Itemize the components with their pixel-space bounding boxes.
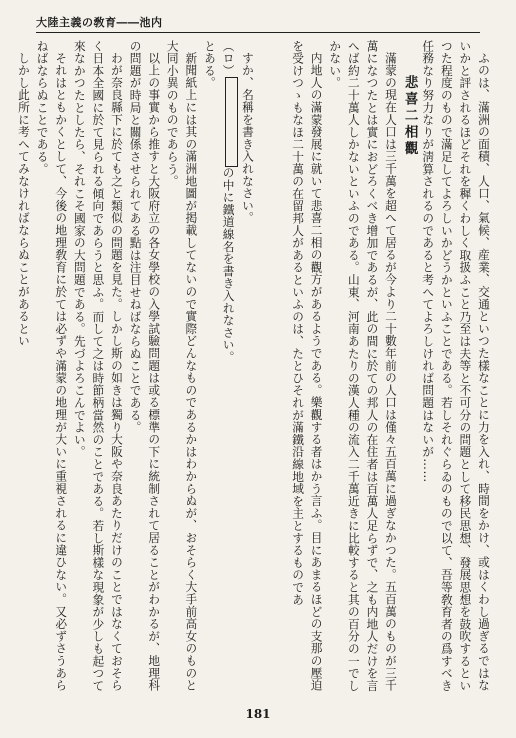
paragraph: 以上の事實から推すと大阪府立の各女學校の入學試驗問題は或る標準の下に統制されて居ることがわかるが、地理科の問題が時局と關係させられてある點は注目せねばならぬことである。 [128,40,162,692]
text-column-right [266,40,493,696]
paragraph: わが奈良縣下に於ても之と類似の問題を見た。しかし斯の如きは獨り大阪や奈良あたりだけのことではなくておそらく日本全國に於て見られる傾向であらうと思ふ。而して之は時節柄當然のことである。若し斯樣な現象が少しも起つて來なかつたとしたら、それこそ國家の大問題である。先づよろこんでよい。 [72,40,124,692]
paragraph: 滿蒙の現在人口は三千萬を超へて居るが今より二十數年前の人口は僅々五百萬に過ぎなかつた。五百萬のものが三千萬になつたとは實におどろくべき增加であるが、此の間に於ての邦人の在住者は百萬人足らずで、之も内地人だけを言へば約二十萬人しかないといふのである。山東、河南あたりの漢人種の流入二千萬近きに比較すると其の百分の一でしかない。 [328,40,399,692]
running-header-title: 大陸主義の敎育――池内 [36,16,163,29]
section-heading: 悲喜二相觀 [401,75,418,158]
quiz-item-marker: （ロ） [221,40,236,77]
paragraph: しかし此所に考へてみなければならぬことがあるとい [17,51,32,347]
paragraph: とある。 [202,40,217,90]
quiz-item-text: の中に鐵道線名を書き入れなさい。 [221,166,236,364]
page-number: 181 [245,707,271,721]
paragraph: 新聞紙上には其の滿洲地圖が掲載してないので實際どんなものであるかはわからぬが、おそらく大手前高女のものと大同小異のものであらう。 [165,40,199,692]
paragraph: ふのは、滿洲の面積、人口、氣候、産業、交通といつた樣なことに力を入れ、時間をかけ、或はくわし過ぎるではないかと評されるほどそれを穉くわしく取扱ふこと乃至は夫等と不可分の問題として移民思想、發展思想を鼓吹するといつた程度のもので滿足してよろしいかどうかといふことである。若しそれぐらゐのもので以て、吾等敎育者の爲すべき任務なり努力なりが淸算されるのであると考へてよろしければ問題はないが…… [421,40,491,692]
blank-box [225,77,239,167]
quiz-item [219,40,238,696]
paragraph: すか、名稱を書き入れなさい。 [241,51,255,224]
paragraph: 内地人の滿蒙發展に就いて悲喜二相の觀方があるようである。樂觀する者はかう言ふ。目にあまるほどの支那の壓迫を受けつゝもなほ二十萬の在留邦人があるといふのは、たとひそれが滿鐵沿線地域を主とするものであ [291,40,324,692]
text-column-left [17,40,257,696]
paragraph: それはともかくとして、今後の地理敎育に於ては必ずや滿蒙の地理が大いに重視されるに違ひない。又必ずさうあらねばならぬことである。 [35,40,69,692]
running-header [36,12,480,33]
